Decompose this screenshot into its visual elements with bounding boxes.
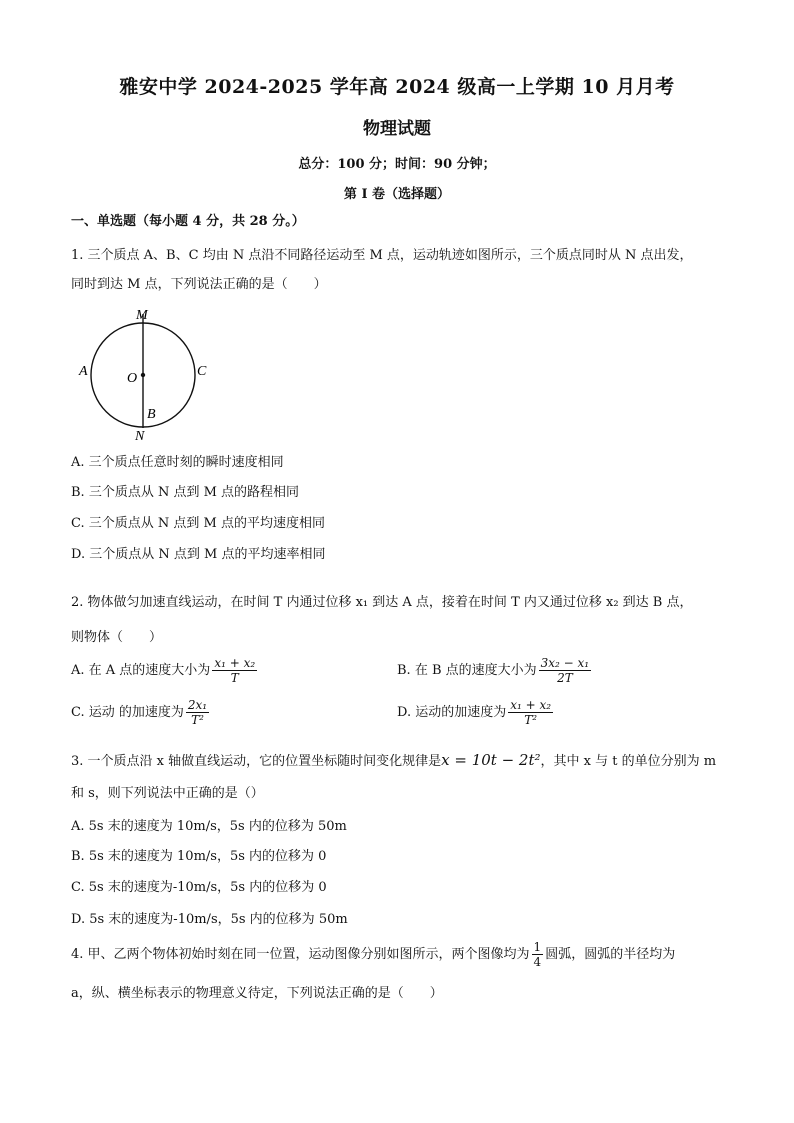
q2-option-b-denominator: 2T (557, 671, 573, 685)
q2-option-b-fraction (539, 656, 591, 685)
q2-option-d-fraction (508, 698, 553, 727)
q1-option-a: A. 三个质点任意时刻的瞬时速度相同 (71, 455, 284, 470)
label-A: A (79, 364, 88, 379)
q4-fraction-denominator: 4 (533, 955, 542, 969)
q4-stem-line1 (71, 940, 675, 969)
q1-option-d: D. 三个质点从 N 点到 M 点的平均速率相同 (71, 547, 326, 562)
q2-option-a-text: A. 在 A 点的速度大小为 (71, 663, 211, 678)
q4-stem-line1-b: 圆弧，圆弧的半径均为 (545, 947, 676, 962)
q2-stem-line1: 2. 物体做匀加速直线运动，在时间 T 内通过位移 x₁ 到达 A 点，接着在时间 T 内又通过位移 x₂ 到达 B 点， (71, 595, 693, 610)
q2-option-c-fraction (186, 698, 209, 727)
q2-option-c-numerator: 2x₁ (187, 698, 208, 712)
q2-option-a-denominator: T (230, 671, 239, 685)
q2-option-d-denominator: T² (524, 713, 538, 727)
subject-title: 物理试题 (363, 119, 431, 139)
exam-info: 总分：100 分；时间：90 分钟； (298, 157, 496, 172)
q3-stem-line1 (71, 750, 716, 772)
q4-stem-line2: a，纵、横坐标表示的物理意义待定，下列说法正确的是（ ） (71, 986, 443, 1001)
q4-fraction (532, 940, 544, 969)
q1-stem-line2: 同时到达 M 点，下列说法正确的是（ ） (71, 277, 327, 292)
q3-option-b: B. 5s 末的速度为 10m/s，5s 内的位移为 0 (71, 849, 327, 864)
label-N: N (135, 429, 145, 444)
q3-formula: x = 10t − 2t² (441, 751, 541, 769)
q3-option-d: D. 5s 末的速度为-10m/s，5s 内的位移为 50m (71, 912, 348, 927)
q2-option-d-text: D. 运动的加速度为 (397, 705, 507, 720)
q3-stem-line1-b: ，其中 x 与 t 的单位分别为 m (540, 754, 717, 769)
q2-option-c-text: C. 运动 的加速度为 (71, 705, 184, 720)
q3-stem-line1-a: 3. 一个质点沿 x 轴做直线运动，它的位置坐标随时间变化规律是 (71, 754, 442, 769)
q1-stem-line1: 1. 三个质点 A、B、C 均由 N 点沿不同路径运动至 M 点，运动轨迹如图所示，三个质点同时从 N 点出发， (71, 248, 693, 263)
volume-title: 第 I 卷（选择题） (343, 187, 451, 202)
q1-option-c: C. 三个质点从 N 点到 M 点的平均速度相同 (71, 516, 325, 531)
q3-stem-line2: 和 s，则下列说法中正确的是（） (71, 786, 264, 801)
q2-stem-line2: 则物体（ ） (71, 630, 163, 645)
label-B: B (147, 407, 156, 422)
q2-option-a (71, 656, 259, 685)
section-heading: 一、单选题（每小题 4 分，共 28 分。） (71, 214, 305, 229)
label-C: C (197, 364, 207, 379)
q2-option-c (71, 698, 211, 727)
label-O: O (127, 371, 138, 386)
q2-option-c-denominator: T² (191, 713, 204, 727)
q1-option-b: B. 三个质点从 N 点到 M 点的路程相同 (71, 485, 300, 500)
q2-option-b-numerator: 3x₂ − x₁ (540, 656, 590, 670)
q2-option-a-numerator: x₁ + x₂ (214, 656, 256, 670)
q2-option-b (397, 656, 593, 685)
label-M: M (136, 308, 148, 323)
q2-option-d-numerator: x₁ + x₂ (510, 698, 552, 712)
center-dot (141, 373, 145, 377)
exam-title: 雅安中学 2024-2025 学年高 2024 级高一上学期 10 月月考 (119, 76, 675, 98)
q2-option-a-fraction (212, 656, 257, 685)
q2-option-d (397, 698, 555, 727)
q1-circle-figure (70, 302, 220, 447)
q3-option-a: A. 5s 末的速度为 10m/s，5s 内的位移为 50m (71, 819, 347, 834)
q4-stem-line1-a: 4. 甲、乙两个物体初始时刻在同一位置，运动图像分别如图所示，两个图像均为 (71, 947, 530, 962)
q2-option-b-text: B. 在 B 点的速度大小为 (397, 663, 537, 678)
q3-option-c: C. 5s 末的速度为-10m/s，5s 内的位移为 0 (71, 880, 327, 895)
q4-fraction-numerator: 1 (533, 940, 542, 954)
